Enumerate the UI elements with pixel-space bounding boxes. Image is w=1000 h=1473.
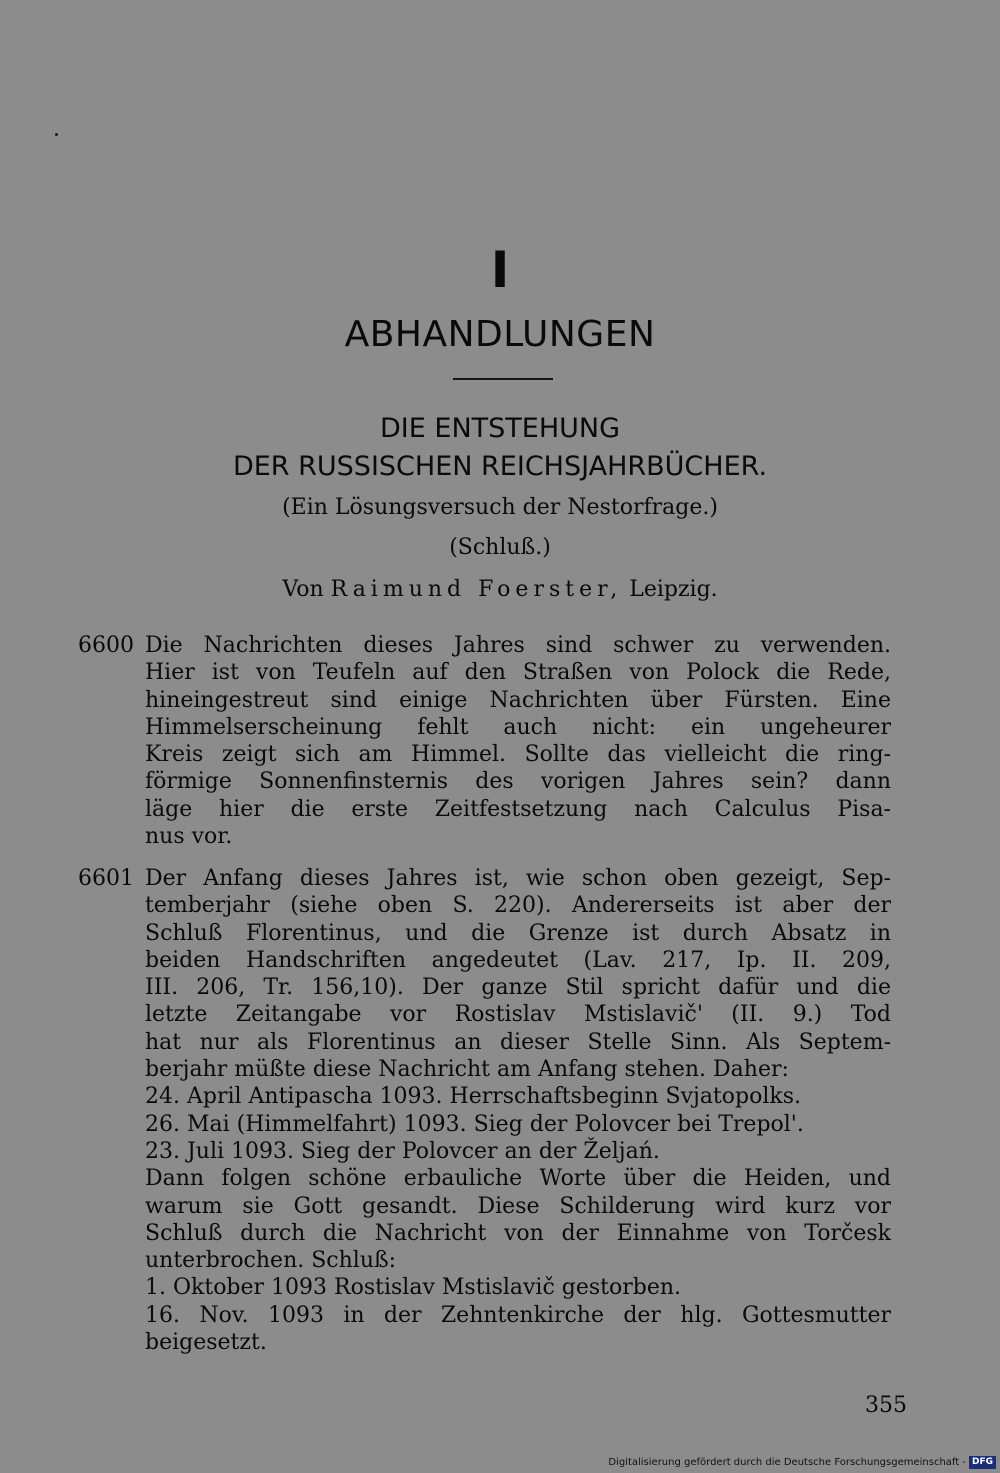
title-divider — [453, 378, 553, 380]
scan-speck — [55, 133, 58, 136]
text-line: 23. Juli 1093. Sieg der Polovcer an der Željań. — [145, 1138, 660, 1164]
text-line: III. 206, Tr. 156,10). Der ganze Stil spricht dafür und die — [145, 975, 891, 1001]
text-line: Dann folgen schöne erbauliche Worte über die Heiden, und — [145, 1166, 891, 1192]
text-line: Kreis zeigt sich am Himmel. Sollte das vielleicht die ring- — [145, 742, 891, 768]
text-line: letzte Zeitangabe vor Rostislav Mstislavič' (II. 9.) Tod — [145, 1002, 891, 1028]
text-line: hat nur als Florentinus an dieser Stelle Sinn. Als Septem- — [145, 1029, 891, 1055]
article-subtitle: (Ein Lösungsversuch der Nestorfrage.) — [282, 495, 718, 520]
text-line: Die Nachrichten dieses Jahres sind schwer zu verwenden. — [145, 633, 891, 658]
entry-year: 6600 — [78, 633, 134, 658]
text-line: Himmelserscheinung fehlt auch nicht: ein ungeheurer — [145, 714, 891, 740]
text-line: beiden Handschriften angedeutet (Lav. 217, Ip. II. 209, — [145, 947, 891, 973]
author-prefix: Von — [282, 577, 324, 602]
part-title: ABHANDLUNGEN — [344, 314, 656, 355]
text-line: läge hier die erste Zeitfestsetzung nach Calculus Pisa- — [145, 796, 891, 822]
text-line: 26. Mai (Himmelfahrt) 1093. Sieg der Polovcer bei Trepol'. — [145, 1111, 804, 1137]
author-line — [0, 574, 1000, 606]
entry-body — [145, 632, 891, 850]
dfg-logo-icon: DFG — [969, 1456, 996, 1469]
article-continuation: (Schluß.) — [449, 535, 551, 560]
text-line: Schluß Florentinus, und die Grenze ist durch Absatz in — [145, 920, 891, 946]
text-line: berjahr müßte diese Nachricht am Anfang stehen. Daher: — [145, 1057, 789, 1083]
text-line: 1. Oktober 1093 Rostislav Mstislavič gestorben. — [145, 1275, 682, 1301]
text-line: hineingestreut sind einige Nachrichten über Fürsten. Eine — [145, 687, 891, 713]
text-line: temberjahr (siehe oben S. 220). Andererseits ist aber der — [145, 893, 891, 919]
entry-year: 6601 — [78, 866, 134, 891]
page-number: 355 — [865, 1393, 907, 1418]
footer-text: Digitalisierung gefördert durch die Deutsche Forschungsgemeinschaft - — [608, 1457, 966, 1468]
text-line: Hier ist von Teufeln auf den Straßen von Polock die Rede, — [145, 660, 891, 686]
entry-body — [145, 865, 891, 1356]
text-line: förmige Sonnenfinsternis des vorigen Jahres sein? dann — [145, 769, 891, 795]
text-line: beigesetzt. — [145, 1330, 267, 1356]
author-place: Leipzig. — [629, 577, 718, 602]
author-name: Raimund Foerster, — [330, 577, 623, 602]
text-line: 24. April Antipascha 1093. Herrschaftsbeginn Svjatopolks. — [145, 1084, 801, 1110]
text-line: Schluß durch die Nachricht von der Einnahme von Torčesk — [145, 1220, 891, 1246]
text-line: nus vor. — [145, 824, 233, 850]
part-number: I — [490, 241, 510, 299]
text-line: Der Anfang dieses Jahres ist, wie schon oben gezeigt, Sep- — [145, 866, 891, 891]
text-line: warum sie Gott gesandt. Diese Schilderung wird kurz vor — [145, 1193, 891, 1219]
digitization-footer — [608, 1456, 996, 1469]
article-title-line-1: DIE ENTSTEHUNG — [379, 413, 621, 444]
text-line: unterbrochen. Schluß: — [145, 1248, 397, 1274]
text-line: 16. Nov. 1093 in der Zehntenkirche der hlg. Gottesmutter — [145, 1302, 891, 1328]
article-title-line-2: DER RUSSISCHEN REICHSJAHRBÜCHER. — [232, 451, 768, 482]
